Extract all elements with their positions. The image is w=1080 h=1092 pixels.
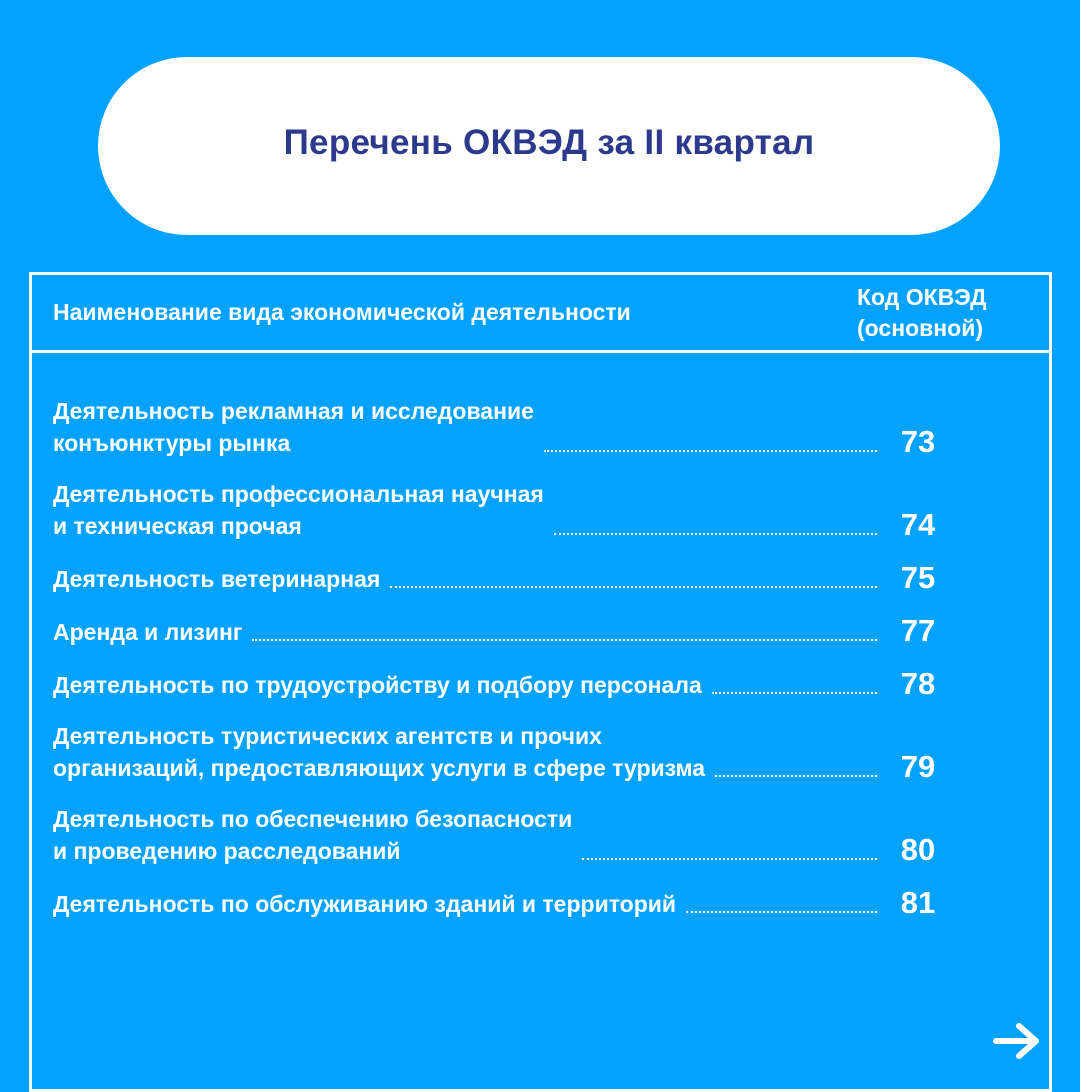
okved-code: 74 (900, 507, 936, 542)
page-title: Перечень ОКВЭД за II квартал (283, 123, 815, 162)
okved-code: 78 (900, 666, 936, 701)
arrow-right-icon[interactable] (993, 1022, 1041, 1060)
okved-code: 77 (900, 613, 936, 648)
okved-code: 79 (900, 749, 936, 784)
dotted-leader (252, 639, 877, 641)
dotted-leader (554, 533, 877, 535)
table-row (53, 667, 973, 701)
okved-table (29, 272, 1052, 1092)
activity-name (53, 563, 380, 595)
table-row (53, 395, 973, 459)
activity-name (53, 669, 702, 701)
table-row (53, 886, 973, 920)
activity-name-line1: Деятельность рекламная и исследование (53, 398, 534, 424)
activity-name-line1: Деятельность по обслуживанию зданий и территорий (53, 891, 677, 917)
header-code-line2: (основной) (857, 315, 984, 341)
table-row (53, 720, 973, 784)
table-row (53, 614, 973, 648)
header-code-line1: Код ОКВЭД (857, 284, 987, 310)
dotted-leader (582, 858, 877, 860)
title-banner (98, 57, 1000, 235)
activity-name-line1: Деятельность по трудоустройству и подбору персонала (53, 672, 702, 698)
dotted-leader (715, 775, 877, 777)
activity-name-line2: и техническая прочая (53, 513, 302, 539)
activity-name (53, 803, 572, 867)
table-row (53, 561, 973, 595)
table-body (53, 395, 973, 939)
okved-code: 73 (900, 424, 936, 459)
activity-name (53, 616, 242, 648)
activity-name (53, 395, 534, 459)
dotted-leader (686, 911, 877, 913)
okved-code: 81 (900, 885, 936, 920)
header-activity-name: Наименование вида экономической деятельности (53, 299, 631, 325)
activity-name-line1: Деятельность туристических агентств и прочих (53, 723, 602, 749)
activity-name-line2: конъюнктуры рынка (53, 430, 291, 456)
table-header (32, 275, 1049, 353)
activity-name-line1: Деятельность ветеринарная (53, 566, 381, 592)
activity-name (53, 478, 544, 542)
table-row (53, 478, 973, 542)
activity-name-line2: организаций, предоставляющих услуги в сфере туризма (53, 755, 706, 781)
okved-code: 75 (900, 560, 936, 595)
dotted-leader (390, 586, 877, 588)
activity-name (53, 888, 676, 920)
dotted-leader (712, 692, 877, 694)
table-row (53, 803, 973, 867)
activity-name (53, 720, 705, 784)
activity-name-line2: и проведению расследований (53, 838, 401, 864)
activity-name-line1: Деятельность по обеспечению безопасности (53, 806, 573, 832)
activity-name-line1: Деятельность профессиональная научная (53, 481, 544, 507)
activity-name-line1: Аренда и лизинг (53, 619, 243, 645)
dotted-leader (544, 450, 877, 452)
okved-code: 80 (900, 832, 936, 867)
header-okved-code (857, 282, 987, 344)
